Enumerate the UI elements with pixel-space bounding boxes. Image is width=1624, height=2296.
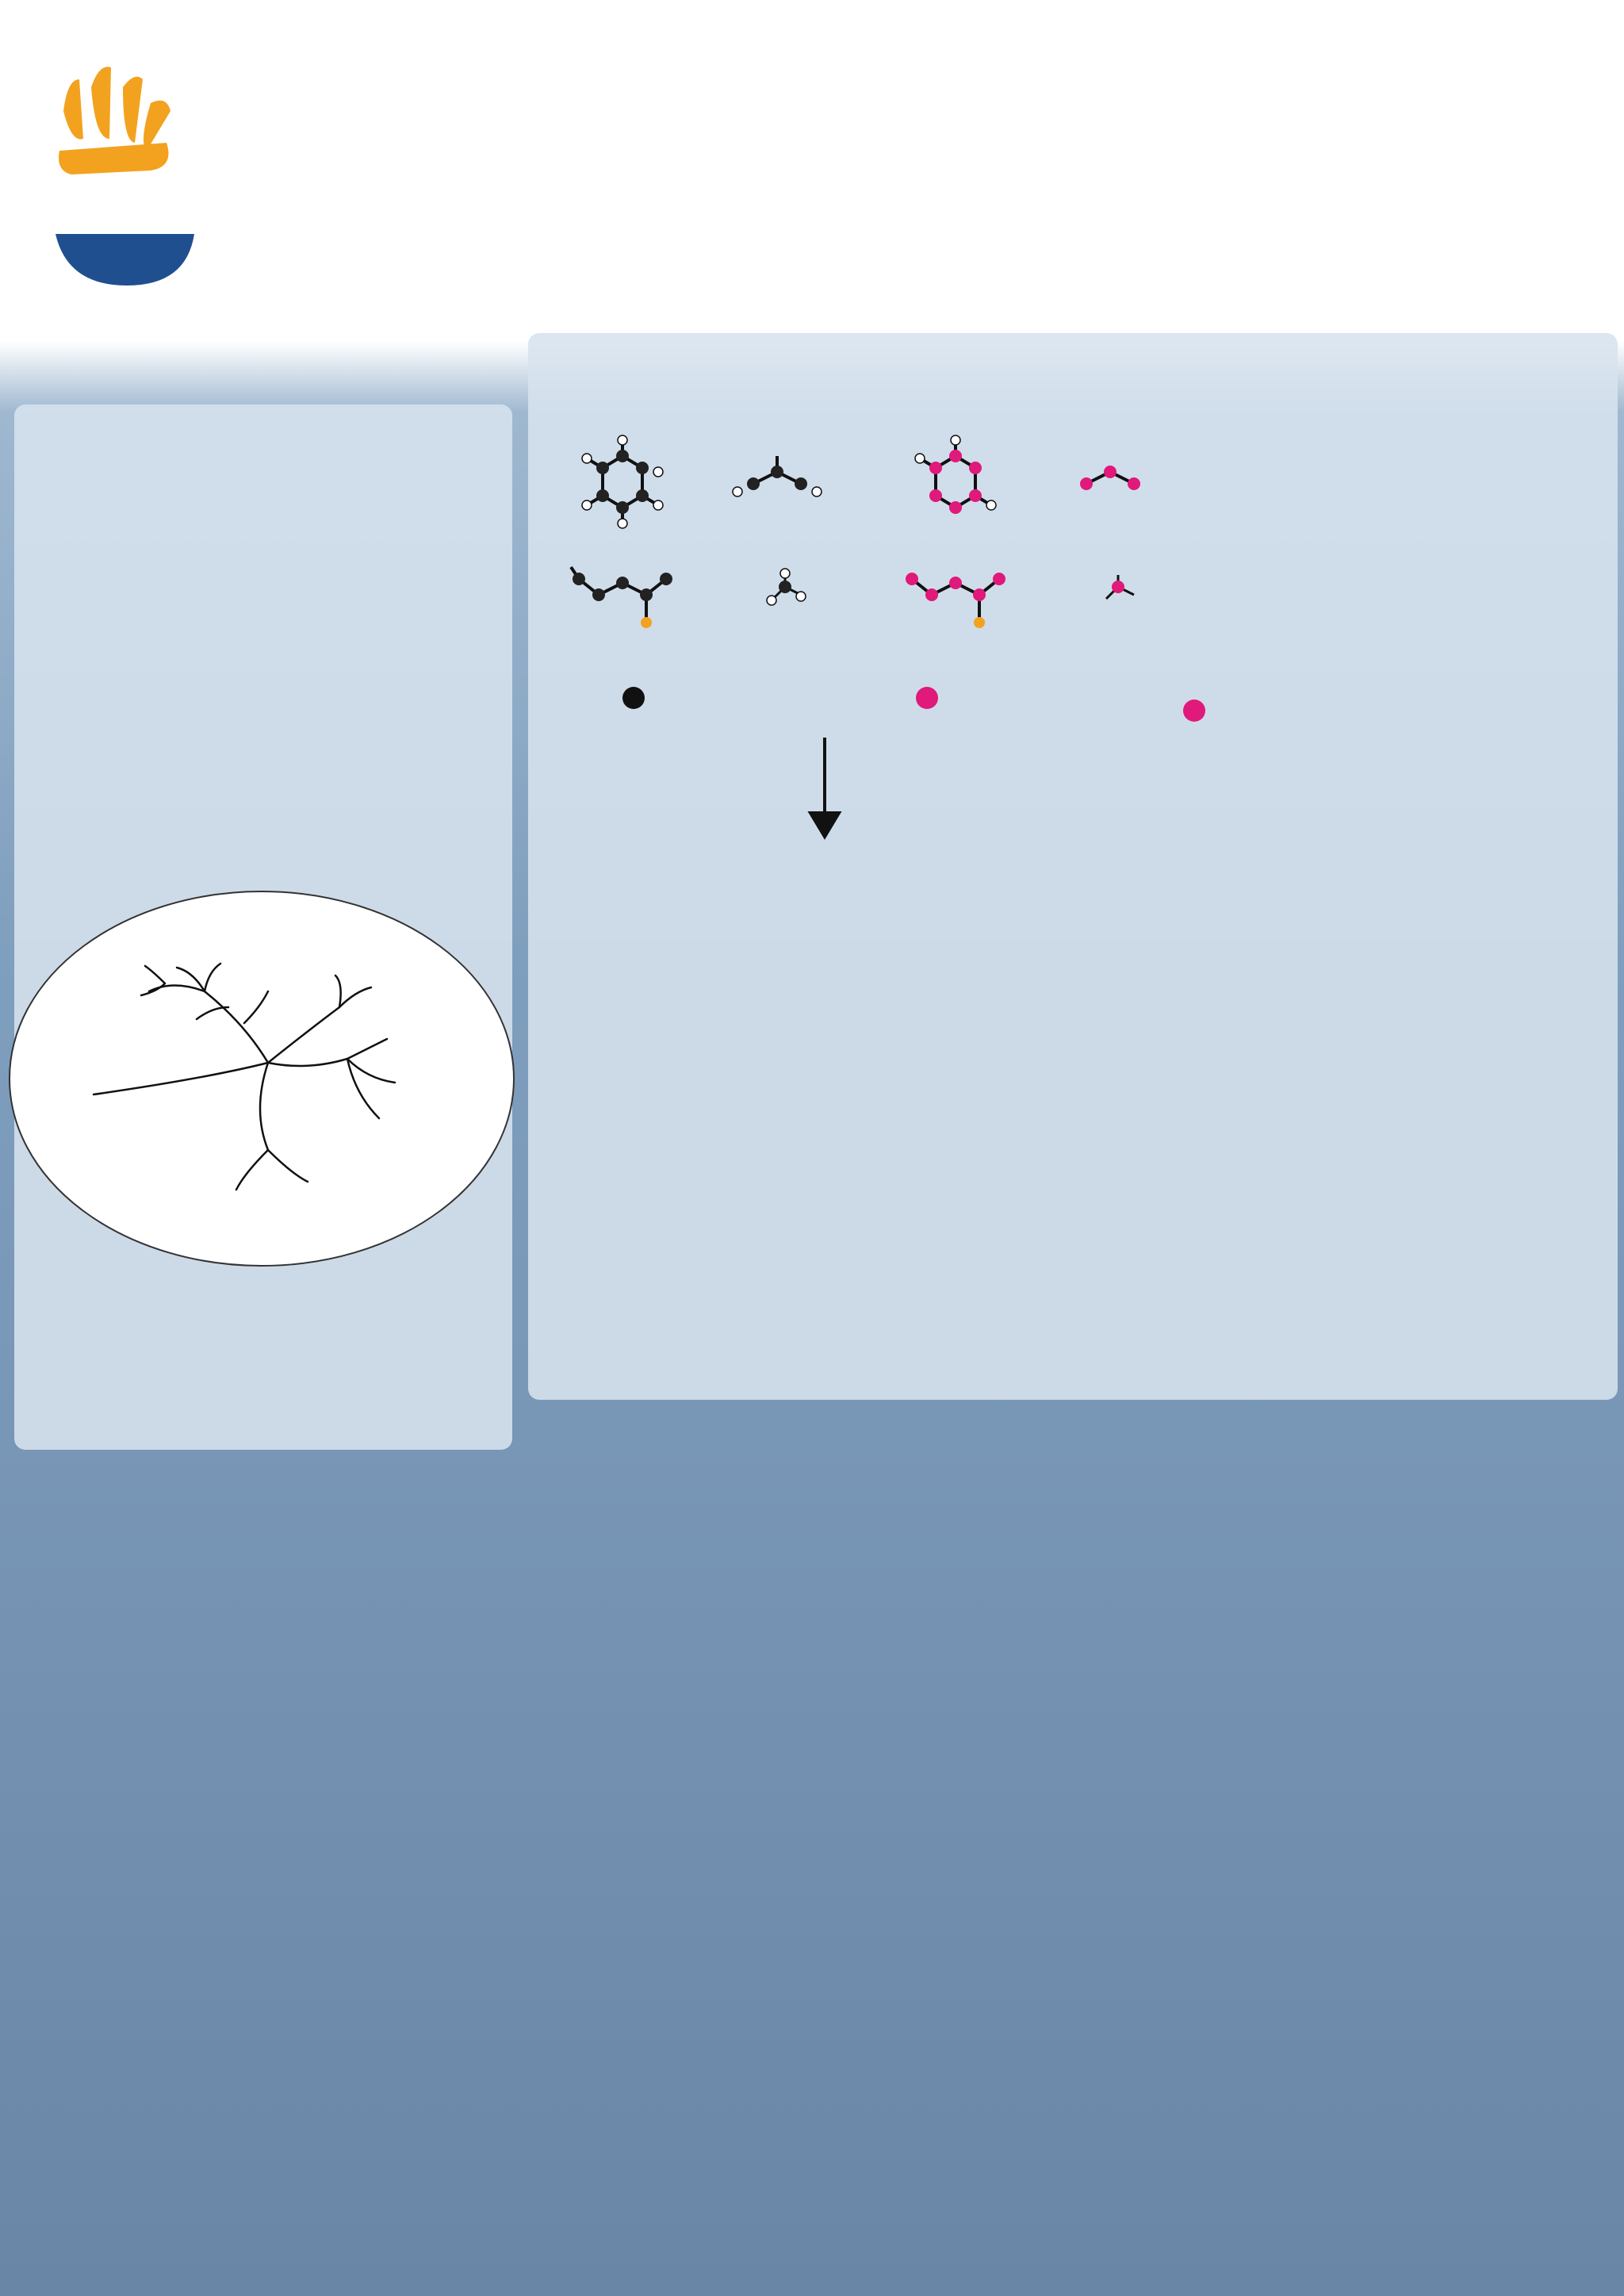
flow-arrows	[523, 730, 1618, 1364]
natural-substrate-label	[622, 687, 781, 714]
header-background	[0, 0, 1624, 341]
c13-badge	[916, 687, 938, 709]
poster-title	[238, 63, 1618, 111]
c13-badge-2	[1183, 700, 1205, 722]
added-substrate-label	[916, 687, 1074, 714]
nioz-logo	[56, 63, 198, 286]
available-carbon-label	[1183, 700, 1318, 726]
c12-badge	[622, 687, 645, 709]
molecule-structures	[555, 428, 1253, 650]
tree-of-life-figure	[6, 888, 518, 1269]
